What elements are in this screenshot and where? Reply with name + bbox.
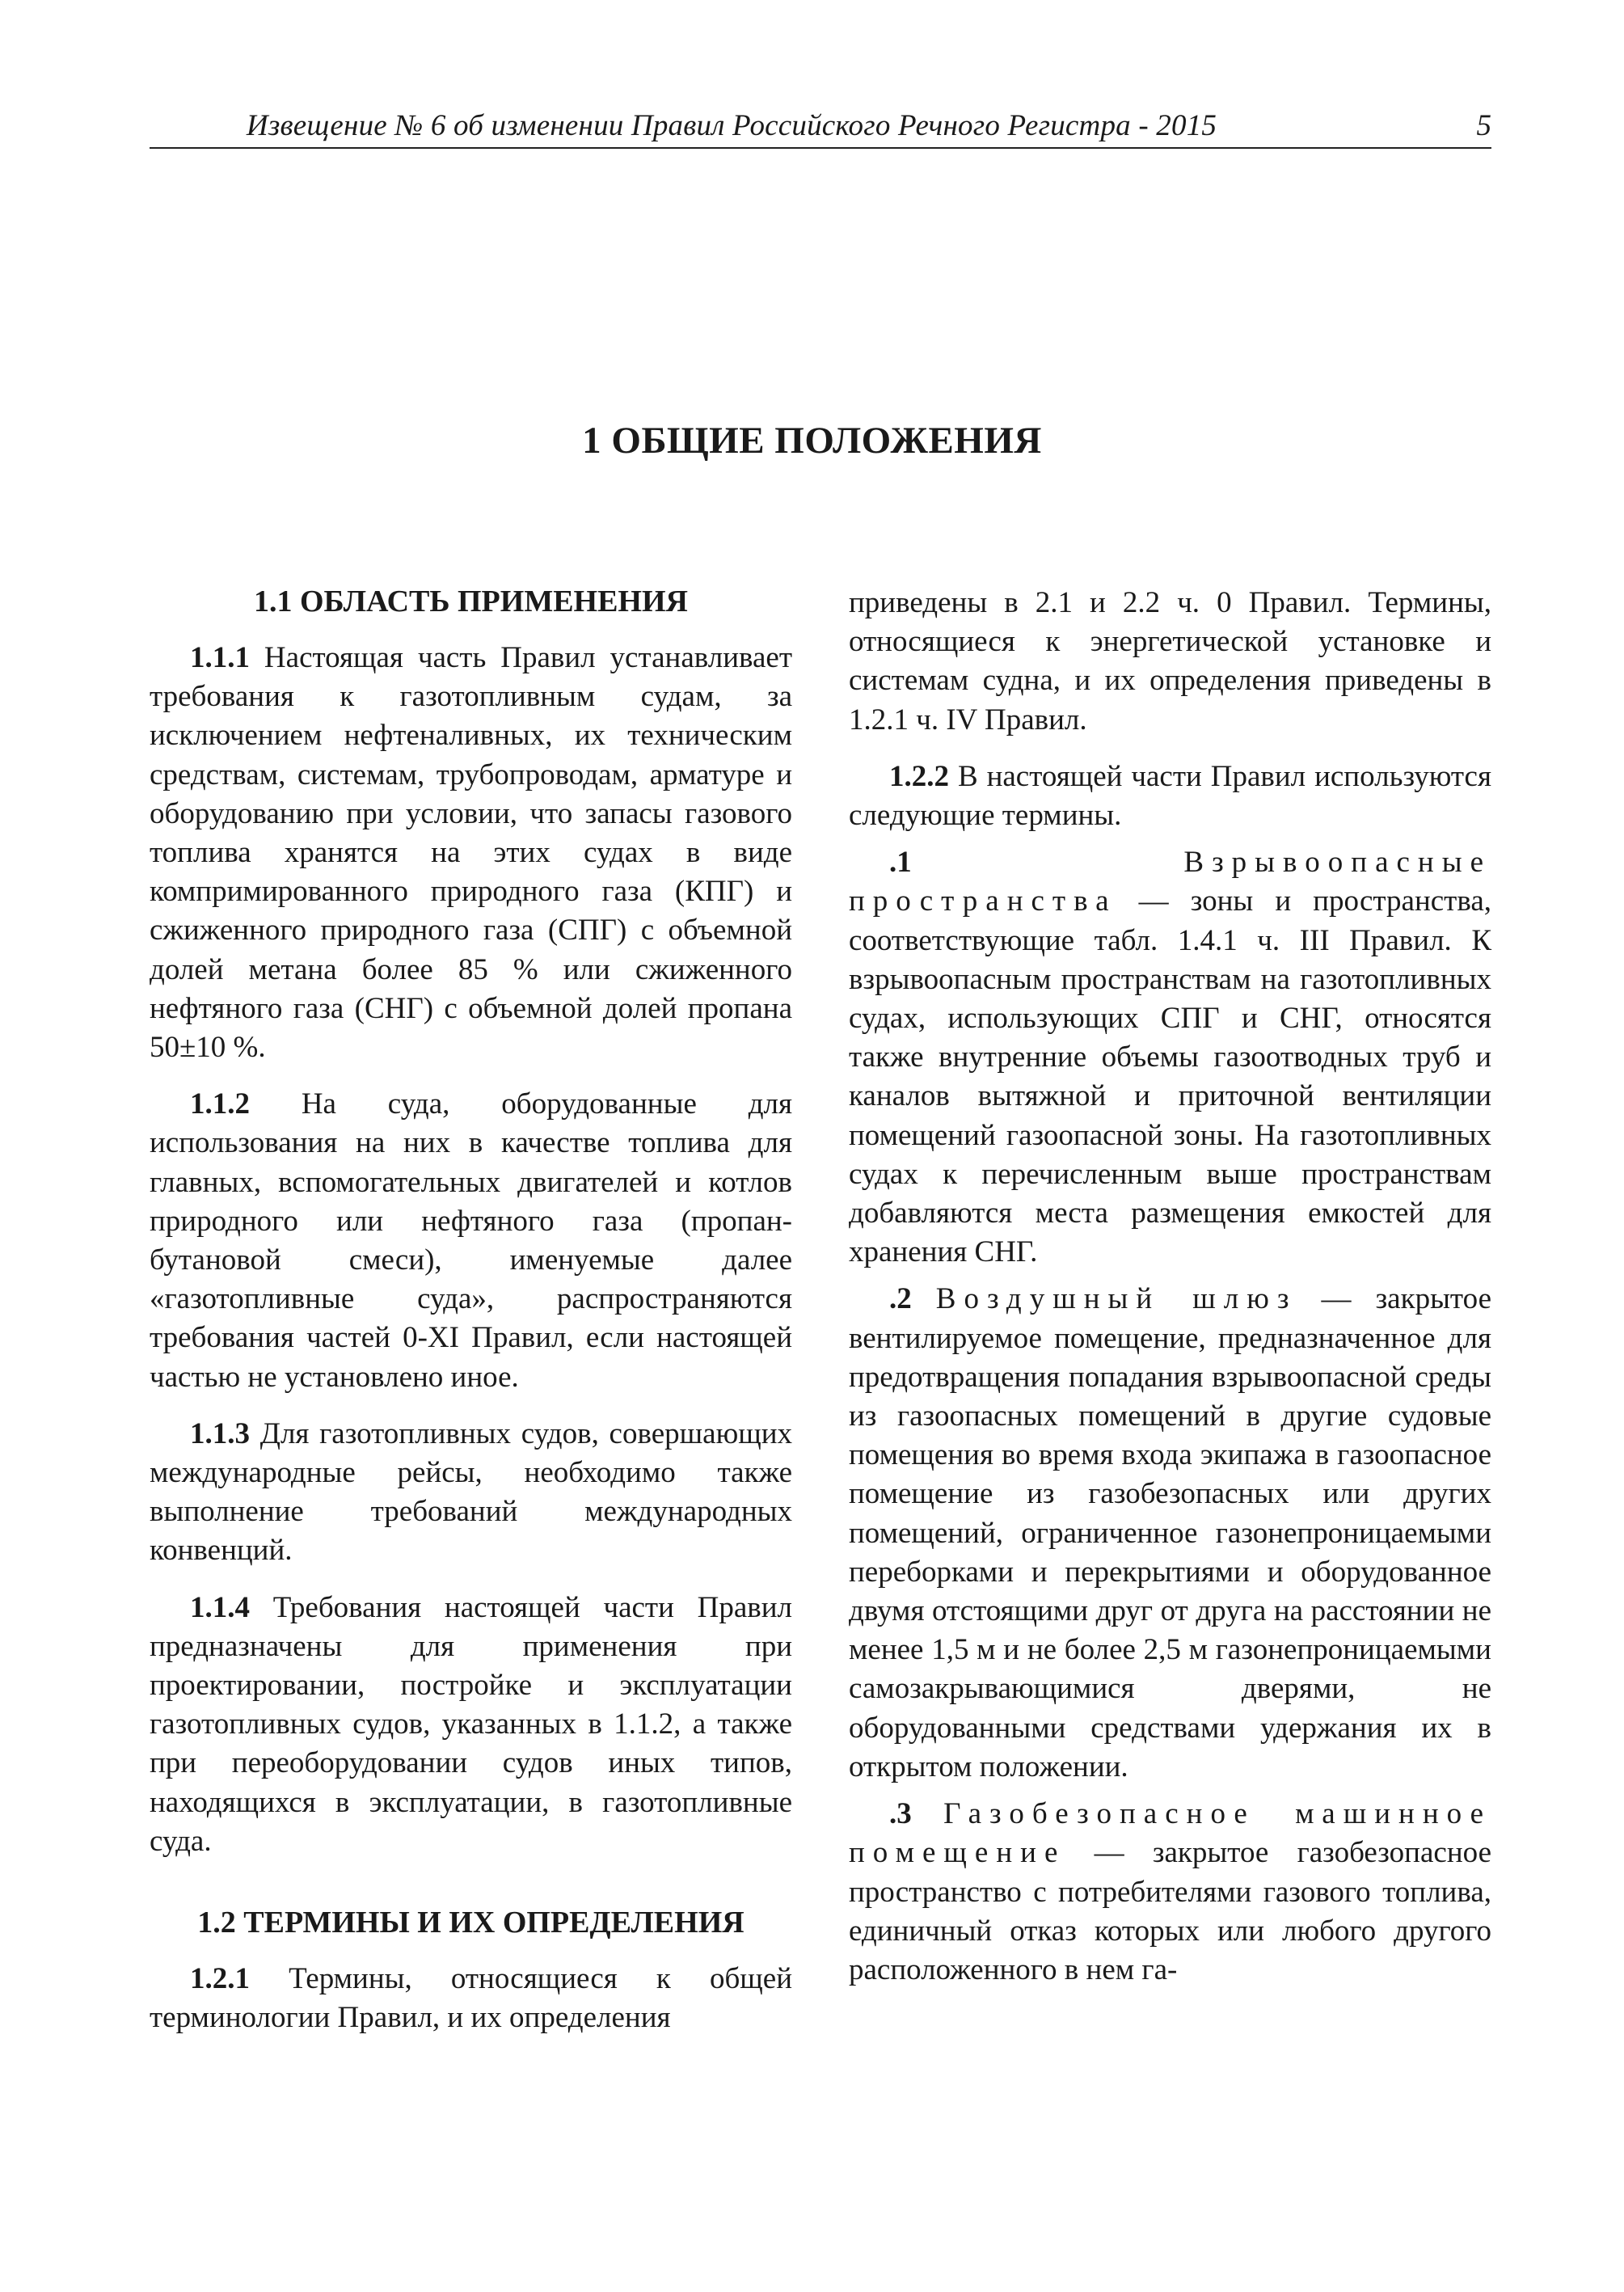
running-header [150, 105, 1491, 149]
paragraph-number: 1.1.3 [190, 1416, 250, 1450]
paragraph-text: Требования настоящей части Правил предназначены для применения при проектировании, постройке и эксплуатации газотопливных судов, указанных в 1.1.2, а также при переоборудовании судов иных типов, находящихся в эксплуатации, в газотопливные суда. [150, 1590, 792, 1858]
paragraph-number: 1.1.4 [190, 1590, 250, 1624]
paragraph-number: 1.1.2 [190, 1087, 250, 1121]
paragraph-text: Термины, относящиеся к общей терминологии Правил, и их определения [150, 1962, 792, 2035]
paragraph-number: 1.1.1 [190, 641, 250, 674]
paragraph-1-1-4 [150, 1589, 792, 1861]
term-definition: — закрытое газобезопасное пространство с потребителями газового топлива, единичный отказ которых или любого другого расположенного в нем га- [849, 1836, 1491, 1986]
term-airlock [849, 1280, 1491, 1787]
term-number: .2 [889, 1282, 912, 1316]
term-name: Воздушный шлюз [935, 1282, 1297, 1316]
left-column [150, 582, 792, 2056]
header-title: Извещение № 6 об изменении Правил Российского Речного Регистра - 2015 [246, 109, 1217, 142]
paragraph-number: 1.2.2 [889, 759, 949, 793]
term-definition: — закрытое вентилируемое помещение, предназначенное для предотвращения попадания взрывоопасной среды из газоопасных помещений в другие судовые помещения во время входа экипажа в газоопасное помещение из газобезопасных или других помещений, ограниченное газонепроницаемыми переборками и перекрытиями и оборудованное двумя отстоящими друг от друга на расстоянии не менее 1,5 м и не более 2,5 м газонепроницаемыми самозакрывающимися дверями, не оборудованными средствами удержания их в открытом положении. [849, 1282, 1491, 1783]
term-definition: — зоны и пространства, соответствующие табл. 1.4.1 ч. III Правил. К взрывоопасным пространствам на газотопливных судах, использующих СПГ и СНГ, относятся также внутренние объемы газоотводных труб и каналов вытяжной и приточной вентиляции помещений газоопасной зоны. На газотопливных судах к перечисленным выше пространствам добавляются места размещения емкостей для хранения СНГ. [849, 884, 1491, 1269]
paragraph-text: В настоящей части Правил используются следующие термины. [849, 759, 1491, 833]
term-explosive-spaces [849, 843, 1491, 1272]
section-heading-1-1: 1.1 ОБЛАСТЬ ПРИМЕНЕНИЯ [253, 585, 688, 618]
page-number: 5 [1476, 109, 1491, 142]
term-name: Газобезопасное машинное помещение [849, 1797, 1492, 1870]
paragraph-1-1-2 [150, 1085, 792, 1397]
paragraph-1-2-1-continued: приведены в 2.1 и 2.2 ч. 0 Правил. Термины, относящиеся к энергетической установке и системам судна, и их определения приведены в 1.2.1 ч. IV Правил. [849, 586, 1491, 737]
paragraph-number: 1.2.1 [190, 1962, 250, 1996]
paragraph-text: Для газотопливных судов, совершающих международные рейсы, необходимо также выполнение требований международных конвенций. [150, 1416, 792, 1568]
paragraph-text: Настоящая часть Правил устанавливает требования к газотопливным судам, за исключением нефтеналивных, их техническим средствам, системам, трубопроводам, арматуре и оборудованию при условии, что запасы газового топлива хранятся на этих судах в виде компримированного природного газа (КПГ) и сжиженного природного газа (СПГ) с объемной долей метана более 85 % или сжиженного нефтяного газа (СНГ) с объемной долей пропана 50±10 %. [150, 641, 792, 1065]
section-heading-1-2: 1.2 ТЕРМИНЫ И ИХ ОПРЕДЕЛЕНИЯ [197, 1906, 745, 1940]
term-name: Взрывоопасные пространства [849, 846, 1491, 918]
term-gas-safe-machinery-space [849, 1795, 1491, 1990]
term-number: .3 [889, 1797, 912, 1831]
paragraph-1-1-3 [150, 1415, 792, 1571]
paragraph-1-2-1 [150, 1960, 792, 2037]
paragraph-1-1-1 [150, 639, 792, 1067]
term-number: .1 [889, 846, 912, 880]
chapter-title: 1 ОБЩИЕ ПОЛОЖЕНИЯ [582, 420, 1042, 462]
paragraph-1-2-2 [849, 758, 1491, 835]
paragraph-text: На суда, оборудованные для использования на них в качестве топлива для главных, вспомогательных двигателей и котлов природного или нефтяного газа (пропан-бутановой смеси), именуемые далее «газотопливные суда», распространяются требования частей 0-XI Правил, если настоящей частью не установлено иное. [150, 1087, 792, 1394]
right-column [849, 584, 1491, 1998]
